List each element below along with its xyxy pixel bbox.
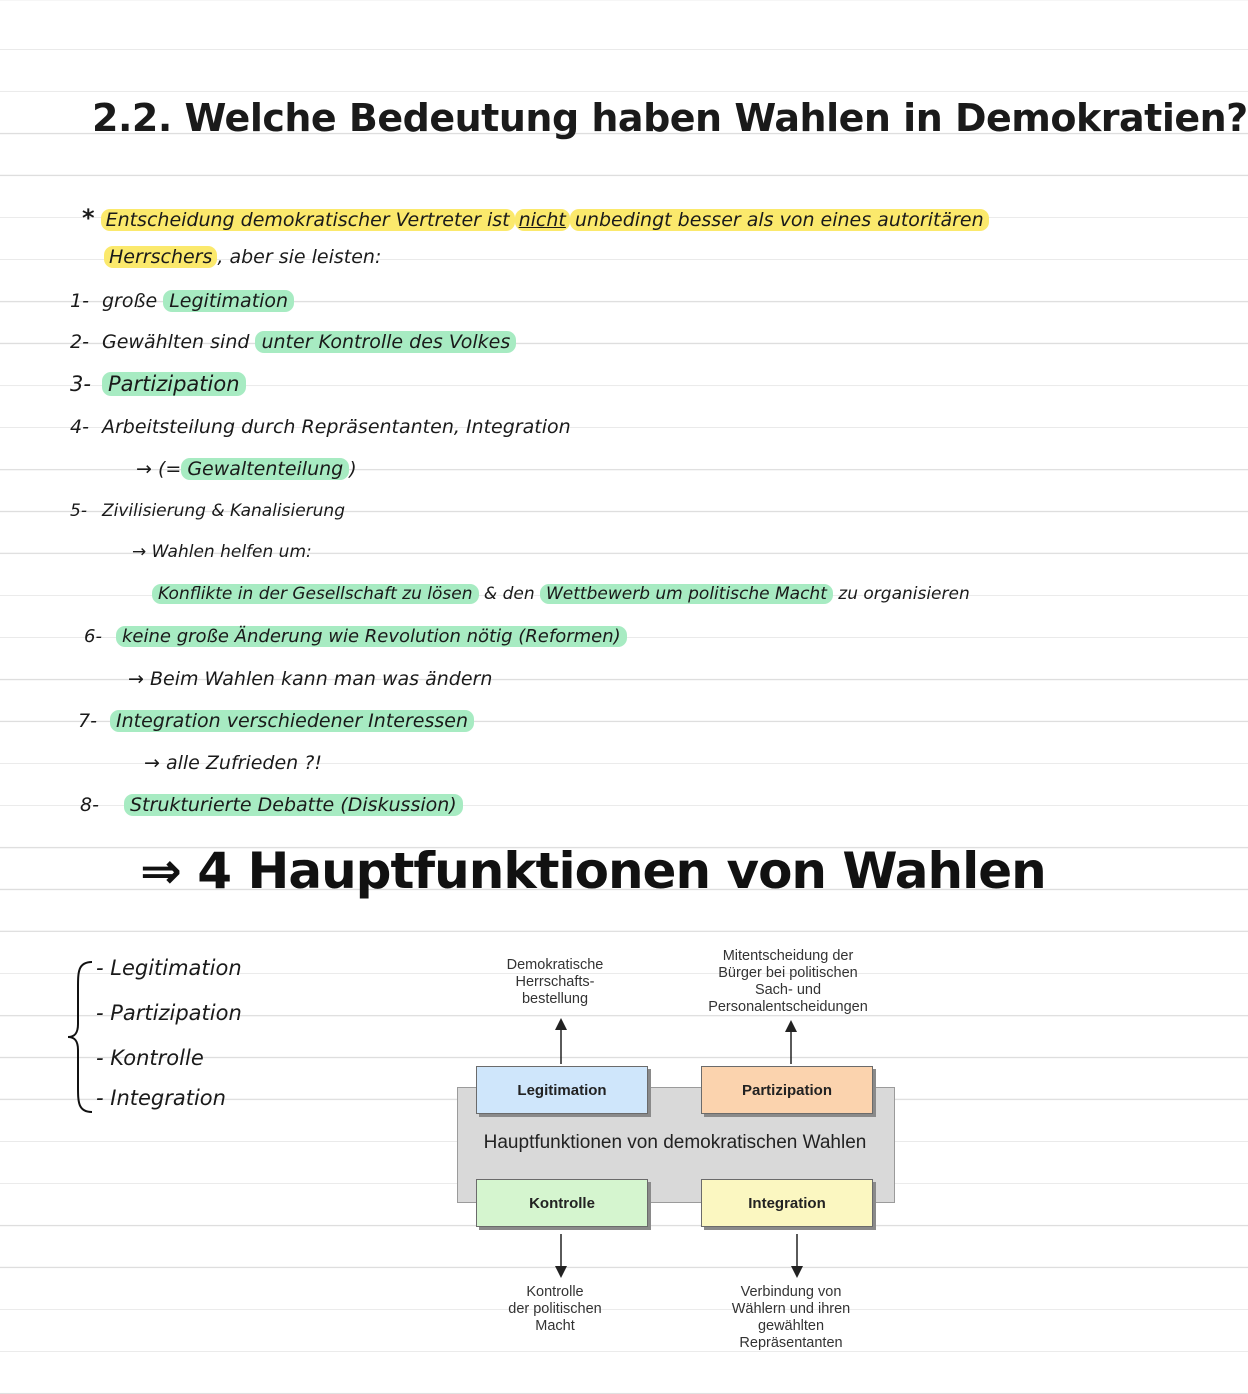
list-item-integration: - Integration bbox=[96, 1086, 226, 1110]
arrow-icon: → bbox=[136, 458, 152, 480]
box-integration: Integration bbox=[701, 1179, 873, 1227]
rest-text: zu organisieren bbox=[838, 584, 970, 604]
arrow-icon: → bbox=[144, 752, 160, 774]
text-mitentscheidung: Mitentscheidung der Bürger bei politischen Sach- und Personalentscheidungen bbox=[708, 948, 868, 1015]
intro-highlight: Entscheidung demokratischer Vertreter ist bbox=[101, 209, 515, 231]
paren-open: (= bbox=[157, 458, 182, 480]
text-herrschaftsbestellung: Demokratische Herrschafts- bestellung bbox=[506, 957, 604, 1007]
point-highlight: keine große Änderung wie Revolution nötig (Reformen) bbox=[116, 626, 627, 647]
box-kontrolle: Kontrolle bbox=[476, 1179, 648, 1227]
arrow-icon: → bbox=[132, 542, 147, 562]
point-number: 2- bbox=[70, 331, 89, 353]
point-text: Gewählten sind bbox=[102, 331, 250, 353]
point-number: 8- bbox=[80, 794, 99, 816]
point-highlight: Strukturierte Debatte (Diskussion) bbox=[124, 794, 463, 816]
gewaltenteilung-highlight: Gewaltenteilung bbox=[181, 458, 349, 480]
list-item-legitimation: - Legitimation bbox=[96, 956, 242, 980]
nicht-word: nicht bbox=[518, 209, 566, 231]
point-text: alle Zufrieden ?! bbox=[165, 752, 322, 774]
point-text: Wahlen helfen um: bbox=[151, 542, 312, 562]
arrow-icon: → bbox=[128, 668, 144, 690]
point-text: Beim Wahlen kann man was ändern bbox=[149, 668, 493, 690]
headline-main-functions: ⇒ 4 Hauptfunktionen von Wahlen bbox=[140, 842, 1046, 900]
point-text: große bbox=[102, 290, 158, 312]
point-number: 3- bbox=[70, 372, 91, 396]
diagram-center-label: Hauptfunktionen von demokratischen Wahlen bbox=[483, 1132, 867, 1153]
list-item-partizipation: - Partizipation bbox=[96, 1001, 242, 1025]
paren-close: ) bbox=[349, 458, 357, 480]
point-number: 6- bbox=[84, 626, 102, 647]
intro-rest: unbedingt besser als von eines autoritären bbox=[570, 209, 989, 231]
text-verbindung: Verbindung von Wählern und ihren gewählten Repräsentanten bbox=[731, 1284, 851, 1351]
box-legitimation: Legitimation bbox=[476, 1066, 648, 1114]
page-title: 2.2. Welche Bedeutung haben Wahlen in Demokratien? bbox=[92, 96, 1248, 140]
konflikte-highlight: Konflikte in der Gesellschaft zu lösen bbox=[152, 584, 479, 604]
bullet-star: * bbox=[82, 204, 95, 232]
mid-text: & den bbox=[483, 584, 535, 604]
point-number: 4- bbox=[70, 416, 89, 438]
point-number: 7- bbox=[78, 710, 97, 732]
point-highlight: Integration verschiedener Interessen bbox=[110, 710, 474, 732]
wettbewerb-highlight: Wettbewerb um politische Macht bbox=[540, 584, 833, 604]
point-number: 1- bbox=[70, 290, 89, 312]
point-highlight: Partizipation bbox=[102, 372, 246, 396]
intro-line-2-rest: , aber sie leisten: bbox=[217, 246, 382, 268]
point-number: 5- bbox=[70, 501, 87, 521]
point-text: Arbeitsteilung durch Repräsentanten, Integration bbox=[102, 416, 571, 438]
point-highlight: Legitimation bbox=[163, 290, 294, 312]
point-text: Zivilisierung & Kanalisierung bbox=[102, 501, 345, 521]
box-partizipation: Partizipation bbox=[701, 1066, 873, 1114]
list-item-kontrolle: - Kontrolle bbox=[96, 1046, 204, 1070]
text-kontrolle-macht: Kontrolle der politischen Macht bbox=[508, 1284, 602, 1334]
point-highlight: unter Kontrolle des Volkes bbox=[255, 331, 516, 353]
intro-herrschers: Herrschers bbox=[104, 246, 217, 268]
